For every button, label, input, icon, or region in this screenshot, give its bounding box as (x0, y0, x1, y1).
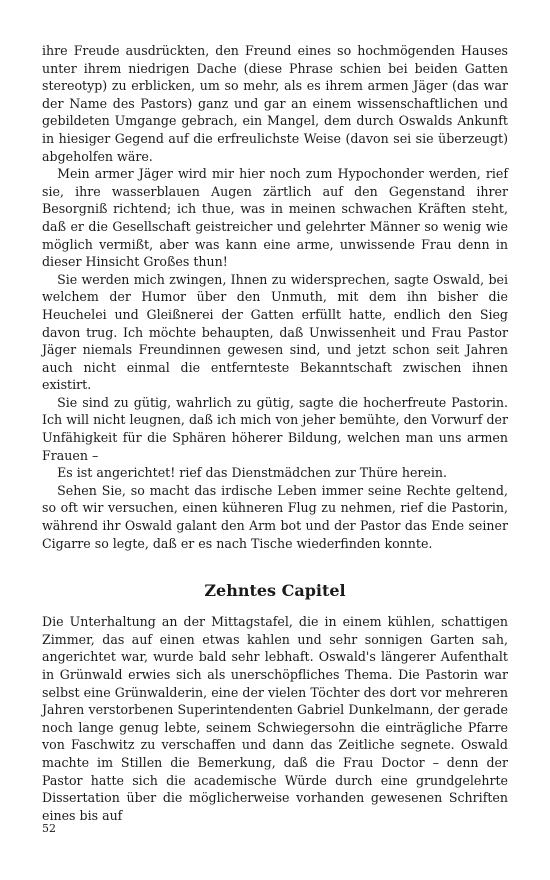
paragraph-1: ihre Freude ausdrückten, den Freund eines so hochmögenden Hauses unter ihrem niedrigen Dache (diese Phrase schien bei beiden Gatten stereotyp) zu erblicken, um so mehr, als es ihrem armen Jäger (das war der Name des Pastors) ganz und gar an einem wissenschaftlichen und gebildeten Umgange gebrach, ein Mangel, dem durch Oswalds Ankunft in hiesiger Gegend auf die erfreulichste Weise (davon sei sie überzeugt) abgeholfen wäre. (42, 43, 508, 164)
paragraph-6: Sehen Sie, so macht das irdische Leben immer seine Rechte geltend, so oft wir versuchen, einen kühneren Flug zu nehmen, rief die Pastorin, während ihr Oswald galant den Arm bot und der Pastor das Ende seiner Cigarre so legte, daß er es nach Tische wiederfinden konnte. (42, 482, 508, 551)
paragraph-7: Die Unterhaltung an der Mittagstafel, die in einem kühlen, schattigen Zimmer, das auf einen etwas kahlen und sehr sonnigen Garten sah, angerichtet war, wurde bald sehr lebhaft. Oswald's längerer Aufenthalt in Grünwald erwies sich als unerschöpfliches Thema. Die Pastorin war selbst eine Grünwalderin, eine der vielen Töchter des dort vor mehreren Jahren verstorbenen Superintendenten Gabriel Dunkelmann, der gerade noch lange genug lebte, seinem Schwiegersohn die einträgliche Pfarre von Faschwitz zu verschaffen und dann das Zeitliche segnete. Oswald machte im Stillen die Bemerkung, daß die Frau Doctor – denn der Pastor hatte sich die academische Würde durch eine grundgelehrte Dissertation über die möglicherweise vorhanden gewesenen Schriften eines bis auf (42, 614, 508, 823)
paragraph-5: Es ist angerichtet! rief das Dienstmädchen zur Thüre herein. (57, 465, 448, 481)
chapter-title: Zehntes Capitel (204, 581, 346, 601)
paragraph-3: Sie werden mich zwingen, Ihnen zu widersprechen, sagte Oswald, bei welchem der Humor über den Unmuth, mit dem ihn bisher die Heuchelei und Gleißnerei der Gatten erfüllt hatte, endlich den Sieg davon trug. Ich möchte behaupten, daß Unwissenheit und Frau Pastor Jäger niemals Freundinnen gewesen sind, und jetzt schon seit Jahren auch nicht einmal die entfernteste Bekanntschaft zwischen ihnen existirt. (42, 271, 508, 393)
paragraph-2: Mein armer Jäger wird mir hier noch zum Hypochonder werden, rief sie, ihre wasserblauen Augen zärtlich auf den Gegenstand ihrer Besorgniß richtend; ich thue, was in meinen schwachen Kräften steht, daß er die Gesellschaft geistreicher und gelehrter Männer so wenig wie möglich vermißt, aber was kann eine arme, unwissende Frau denn in dieser Hinsicht Großes thun! (42, 166, 508, 270)
paragraph-4: Sie sind zu gütig, wahrlich zu gütig, sagte die hocherfreute Pastorin. Ich will nicht leugnen, daß ich mich von jeher bemühte, den Vorwurf der Unfähigkeit für die Sphären höherer Bildung, welchen man uns armen Frauen – (42, 394, 508, 463)
text-block-after (42, 613, 508, 824)
page-number: 52 (42, 822, 56, 835)
book-page (42, 42, 508, 824)
text-block-before (42, 42, 508, 552)
